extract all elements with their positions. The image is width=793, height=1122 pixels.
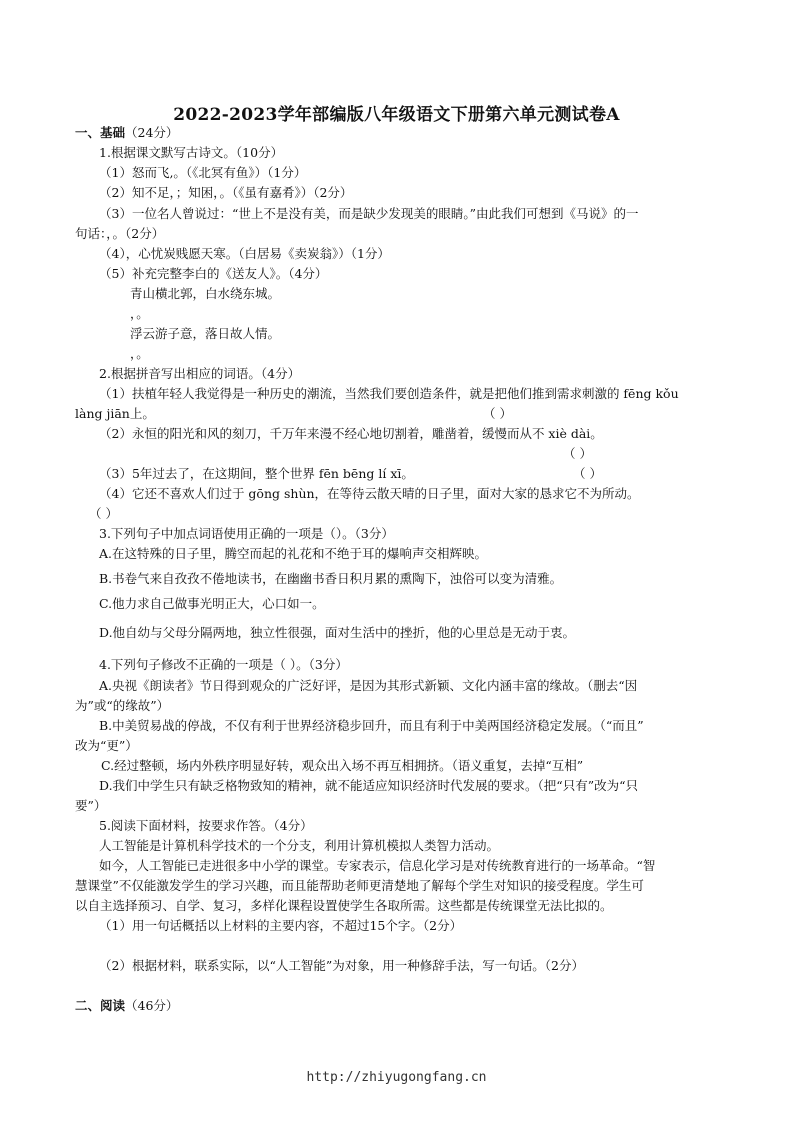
question-2-3: （3）5年过去了，在这期间，整个世界 fēn bēng lí xī。	[99, 466, 414, 481]
material-paragraph-2-cont1: 慧课堂”不仅能激发学生的学习兴趣，而且能帮助老师更清楚地了解每个学生对知识的接受程度。学生可	[75, 878, 644, 893]
footer-url: http://zhiyugongfang.cn	[306, 1070, 487, 1085]
material-paragraph-2-cont2: 以自主选择预习、自学、复习，多样化课程设置使学生各取所需。这些都是传统课堂无法比拟的。	[75, 898, 613, 913]
question-3-option-a: A.在这特殊的日子里，腾空而起的礼花和不绝于耳的爆响声交相辉映。	[99, 546, 488, 561]
page-title: 2022-2023学年部编版八年级语文下册第六单元测试卷A	[173, 105, 620, 125]
question-4-option-a: A.央视《朗读者》节日得到观众的广泛好评，是因为其形式新颖、文化内涵丰富的缘故。（删去“因	[99, 678, 638, 693]
question-1-3: （3）一位名人曾说过：“世上不是没有美，而是缺少发现美的眼睛。”由此我们可想到《马说》的一	[99, 206, 639, 221]
question-2-4: （4）它还不喜欢人们过于 gōng shùn，在等待云散天晴的日子里，面对大家的恳求它不为所动。	[99, 486, 640, 501]
question-1-2: （2）知不足，；知困，。（《虽有嘉肴》）（2分）	[99, 185, 353, 200]
question-4-option-a-cont: 为”或“的缘故”）	[75, 698, 170, 713]
answer-bracket-2-2: （ ）	[563, 446, 592, 461]
question-2-1-cont: làng jiān上。	[75, 406, 155, 421]
question-4-option-b-cont: 改为“更”）	[75, 738, 138, 753]
poem-line-3: 浮云游子意，落日故人情。	[130, 326, 281, 341]
question-3-option-b: B.书卷气来自孜孜不倦地读书，在幽幽书香日积月累的熏陶下，浊俗可以变为清雅。	[99, 571, 563, 586]
poem-line-1: 青山横北郭，白水绕东城。	[130, 286, 281, 301]
section-heading-basics: 一、基础（24分）	[75, 125, 179, 140]
question-1-4: （4），心忧炭贱愿天寒。（白居易《卖炭翁》）（1分）	[99, 246, 390, 261]
question-5-2: （2）根据材料，联系实际，以“人工智能”为对象，用一种修辞手法，写一句话。（2分）	[99, 958, 584, 973]
material-paragraph-2: 如今，人工智能已走进很多中小学的课堂。专家表示，信息化学习是对传统教育进行的一场革命。“智	[99, 858, 656, 873]
question-4-option-d-cont: 要”）	[75, 798, 107, 813]
question-3-option-c: C.他力求自己做事光明正大，心口如一。	[99, 596, 325, 611]
answer-bracket-2-4: （ ）	[89, 506, 118, 521]
poem-blank-1: ，。	[130, 306, 149, 321]
answer-bracket-2-1: （ ）	[483, 406, 512, 421]
question-2-1: （1）扶植年轻人我觉得是一种历史的潮流，当然我们要创造条件，就是把他们推到需求刺激的 fēng kǒu	[99, 386, 679, 401]
section-heading-reading: 二、阅读（46分）	[75, 998, 179, 1013]
poem-blank-2: ，。	[130, 346, 149, 361]
question-2-2: （2）永恒的阳光和风的刻刀，千万年来漫不经心地切割着，雕凿着，缓慢而从不 xiè dài。	[99, 426, 603, 441]
answer-bracket-2-3: （ ）	[573, 466, 602, 481]
question-1-5: （5）补充完整李白的《送友人》。（4分）	[99, 266, 328, 281]
question-4-option-c: C.经过整顿，场内外秩序明显好转，观众出入场不再互相拥挤。（语义重复，去掉“互相”	[101, 758, 584, 773]
question-5: 5.阅读下面材料，按要求作答。（4分）	[99, 818, 313, 833]
question-4: 4.下列句子修改不正确的一项是（ ）。（3分）	[99, 657, 348, 672]
question-1-1: （1）怒而飞,。（《北冥有鱼》）（1分）	[99, 165, 307, 180]
question-1: 1.根据课文默写古诗文。（10分）	[99, 145, 284, 160]
question-5-1: （1）用一句话概括以上材料的主要内容，不超过15个字。（2分）	[99, 918, 463, 933]
question-4-option-d: D.我们中学生只有缺乏格物致知的精神，就不能适应知识经济时代发展的要求。（把“只有”改为“只	[99, 778, 638, 793]
question-3-option-d: D.他自幼与父母分隔两地，独立性很强，面对生活中的挫折，他的心里总是无动于衷。	[99, 625, 576, 640]
material-paragraph-1: 人工智能是计算机科学技术的一个分支，利用计算机模拟人类智力活动。	[99, 838, 500, 853]
question-3: 3.下列句子中加点词语使用正确的一项是（）。（3分）	[99, 526, 394, 541]
question-1-3-cont: 句话：，。（2分）	[75, 226, 165, 241]
question-2: 2.根据拼音写出相应的词语。（4分）	[99, 366, 301, 381]
question-4-option-b: B.中美贸易战的停战，不仅有利于世界经济稳步回升，而且有利于中美两国经济稳定发展。（“而且”	[99, 718, 644, 733]
